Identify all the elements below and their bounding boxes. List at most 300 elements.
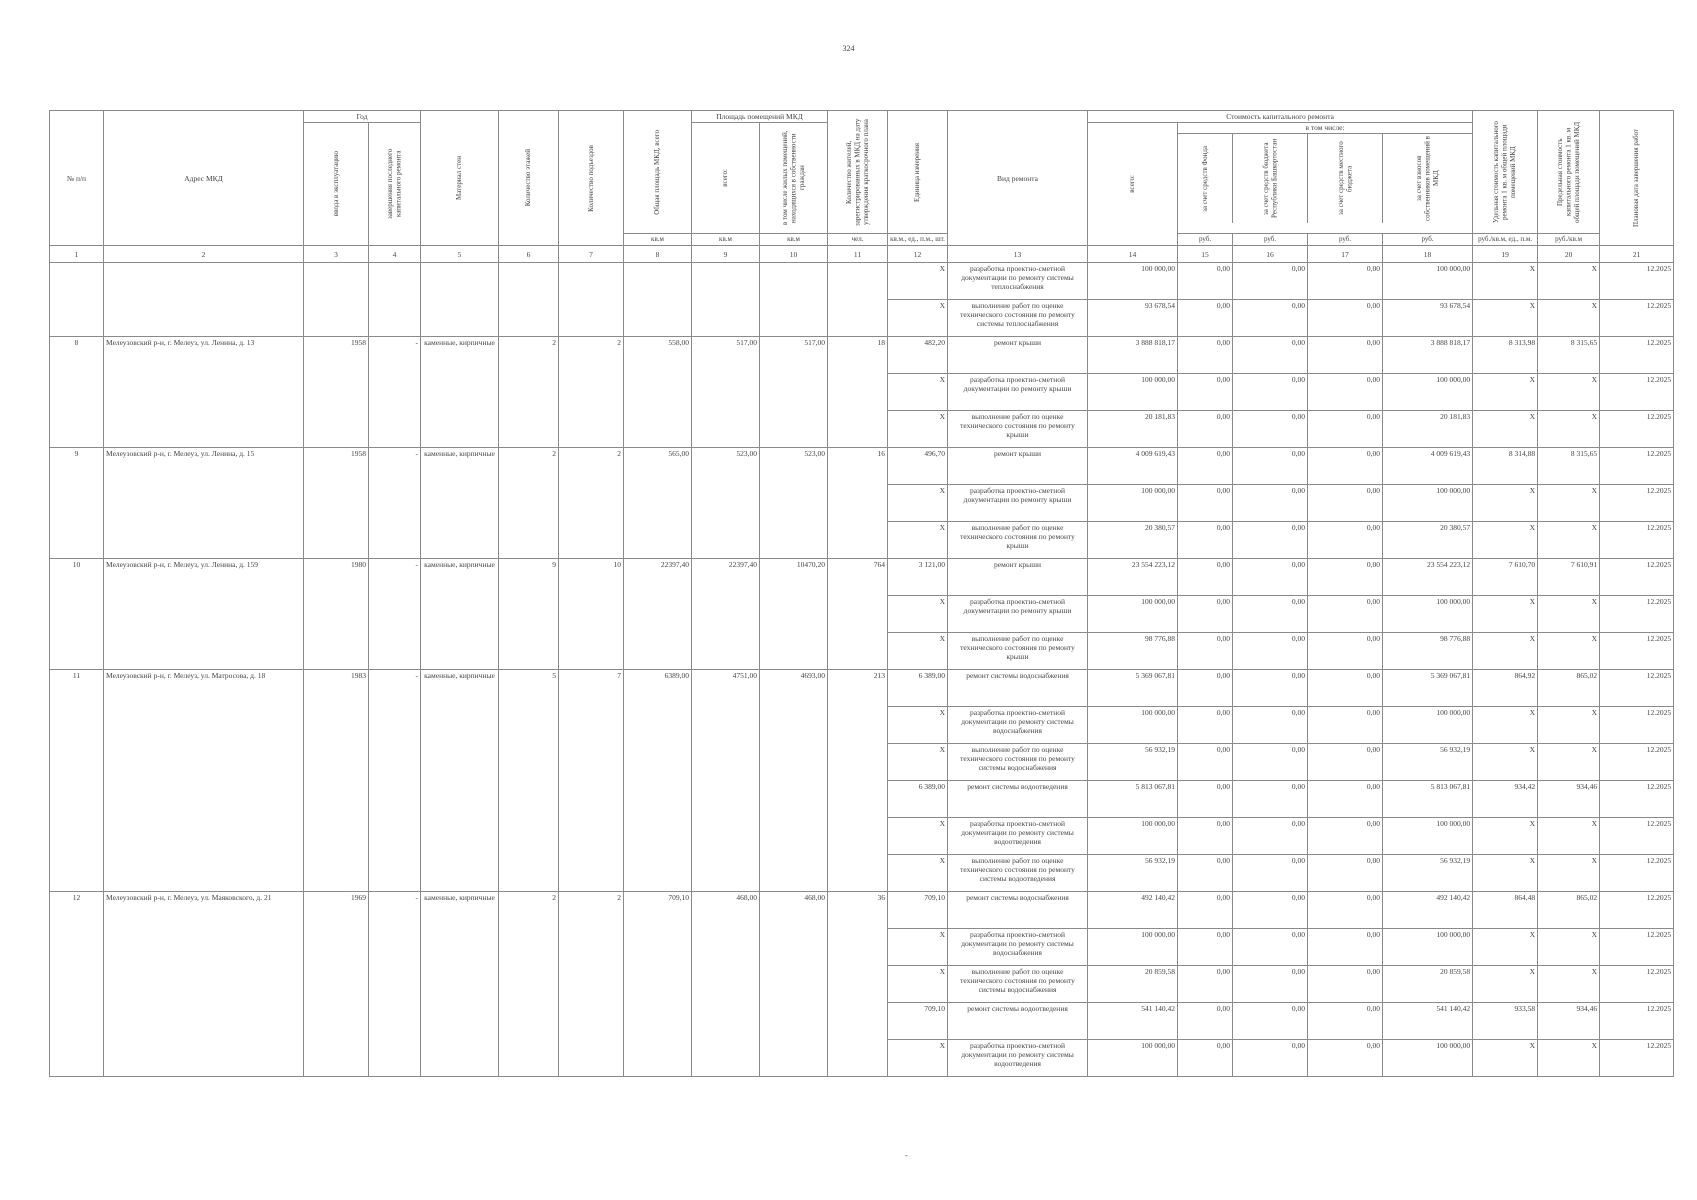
header-year-built: ввода в эксплуатацию: [304, 123, 369, 246]
planned-date: 12.2025: [1600, 337, 1674, 374]
year-built: [304, 263, 369, 337]
cost-local: 0,00: [1308, 374, 1383, 411]
column-number: 16: [1233, 246, 1308, 263]
entrances: 2: [559, 337, 624, 448]
specific-cost: X: [1473, 374, 1538, 411]
cost-total: 98 776,88: [1088, 633, 1178, 670]
max-cost: X: [1538, 485, 1600, 522]
page-number: 324: [842, 44, 855, 53]
unit-max-cost: руб./кв.м: [1538, 234, 1600, 246]
cost-republic: 0,00: [1233, 966, 1308, 1003]
cost-republic: 0,00: [1233, 707, 1308, 744]
cost-republic: 0,00: [1233, 1040, 1308, 1077]
cost-fund: 0,00: [1178, 374, 1233, 411]
header-year-group: Год: [304, 111, 421, 123]
cost-local: 0,00: [1308, 855, 1383, 892]
floors: [499, 263, 559, 337]
cost-local: 0,00: [1308, 929, 1383, 966]
cost-fund: 0,00: [1178, 855, 1233, 892]
cost-total: 5 369 067,81: [1088, 670, 1178, 707]
row-number: 11: [50, 670, 104, 892]
max-cost: X: [1538, 522, 1600, 559]
cost-owners: 492 140,42: [1383, 892, 1473, 929]
premises-residential: 523,00: [760, 448, 828, 559]
specific-cost: X: [1473, 707, 1538, 744]
planned-date: 12.2025: [1600, 818, 1674, 855]
total-area: 565,00: [624, 448, 692, 559]
header-cost-fund: за счет средств Фонда: [1178, 134, 1233, 223]
cost-total: 5 813 067,81: [1088, 781, 1178, 818]
unit-amount: X: [888, 855, 948, 892]
column-number: 8: [624, 246, 692, 263]
column-number: 15: [1178, 246, 1233, 263]
header-incl: в том числе:: [1178, 123, 1472, 134]
repair-type: разработка проектно-сметной документации по ремонту системы водоснабжения: [948, 929, 1088, 966]
premises-residential: 468,00: [760, 892, 828, 1077]
specific-cost: 7 610,70: [1473, 559, 1538, 596]
header-cost-total: всего:: [1088, 123, 1178, 246]
unit-amount: 6 389,00: [888, 781, 948, 818]
unit-cost-fund: руб.: [1178, 234, 1233, 246]
total-area: [624, 263, 692, 337]
wall-material: каменные, кирпичные: [421, 559, 499, 670]
total-area: 22397,40: [624, 559, 692, 670]
planned-date: 12.2025: [1600, 744, 1674, 781]
cost-owners: 98 776,88: [1383, 633, 1473, 670]
cost-owners: 541 140,42: [1383, 1003, 1473, 1040]
cost-total: 100 000,00: [1088, 1040, 1178, 1077]
floors: 2: [499, 337, 559, 448]
cost-local: 0,00: [1308, 670, 1383, 707]
specific-cost: X: [1473, 633, 1538, 670]
repair-type: выполнение работ по оценке технического состояния по ремонту системы теплоснабжения: [948, 300, 1088, 337]
column-number: 2: [104, 246, 304, 263]
unit-amount: X: [888, 633, 948, 670]
cost-local: 0,00: [1308, 818, 1383, 855]
planned-date: 12.2025: [1600, 263, 1674, 300]
premises-residential: 517,00: [760, 337, 828, 448]
repair-type: выполнение работ по оценке технического состояния по ремонту крыши: [948, 411, 1088, 448]
planned-date: 12.2025: [1600, 522, 1674, 559]
max-cost: X: [1538, 374, 1600, 411]
cost-local: 0,00: [1308, 411, 1383, 448]
unit-cost-owners: руб.: [1383, 234, 1473, 246]
unit-cost-republic: руб.: [1233, 234, 1308, 246]
max-cost: X: [1538, 1040, 1600, 1077]
cost-fund: 0,00: [1178, 448, 1233, 485]
table-row: [50, 263, 1674, 300]
cost-republic: 0,00: [1233, 485, 1308, 522]
house-address: Мелеузовский р-н, г. Мелеуз, ул. Ленина, д. 13: [104, 337, 304, 448]
cost-total: 100 000,00: [1088, 374, 1178, 411]
cost-owners: 100 000,00: [1383, 1040, 1473, 1077]
residents: 213: [828, 670, 888, 892]
repair-type: ремонт системы водоснабжения: [948, 670, 1088, 707]
column-number: 18: [1383, 246, 1473, 263]
floors: 2: [499, 448, 559, 559]
premises-total: [692, 263, 760, 337]
cost-republic: 0,00: [1233, 300, 1308, 337]
cost-fund: 0,00: [1178, 744, 1233, 781]
cost-fund: 0,00: [1178, 929, 1233, 966]
header-entrances: Количество подъездов: [559, 111, 624, 246]
cost-owners: 56 932,19: [1383, 855, 1473, 892]
planned-date: 12.2025: [1600, 485, 1674, 522]
cost-total: 100 000,00: [1088, 929, 1178, 966]
column-number: 20: [1538, 246, 1600, 263]
house-address: Мелеузовский р-н, г. Мелеуз, ул. Ленина, д. 159: [104, 559, 304, 670]
residents: 36: [828, 892, 888, 1077]
header-specific-cost: Удельная стоимость капитального ремонта 1 кв. м общей площади помещений МКД: [1473, 111, 1538, 234]
cost-republic: 0,00: [1233, 892, 1308, 929]
cost-local: 0,00: [1308, 966, 1383, 1003]
header-max-cost: Предельная стоимость капитального ремонта 1 кв. м общей площади помещений МКД: [1538, 111, 1600, 234]
column-number: 7: [559, 246, 624, 263]
planned-date: 12.2025: [1600, 966, 1674, 1003]
row-number: 8: [50, 337, 104, 448]
unit-amount: 6 389,00: [888, 670, 948, 707]
planned-date: 12.2025: [1600, 892, 1674, 929]
max-cost: X: [1538, 300, 1600, 337]
row-number: 9: [50, 448, 104, 559]
planned-date: 12.2025: [1600, 670, 1674, 707]
specific-cost: X: [1473, 929, 1538, 966]
cost-fund: 0,00: [1178, 300, 1233, 337]
planned-date: 12.2025: [1600, 855, 1674, 892]
header-year-last-repair: завершения последнего капитального ремонта: [369, 123, 421, 246]
cost-owners: 100 000,00: [1383, 707, 1473, 744]
year-last-repair: -: [369, 448, 421, 559]
unit-amount: 482,20: [888, 337, 948, 374]
cost-republic: 0,00: [1233, 448, 1308, 485]
repair-type: выполнение работ по оценке технического состояния по ремонту системы водоснабжения: [948, 744, 1088, 781]
cost-owners: 3 888 818,17: [1383, 337, 1473, 374]
unit-amount: 496,70: [888, 448, 948, 485]
cost-owners: 100 000,00: [1383, 818, 1473, 855]
unit-premises-residential: кв.м: [760, 234, 828, 246]
planned-date: 12.2025: [1600, 596, 1674, 633]
unit-measure: кв.м., ед., п.м., шт.: [888, 234, 948, 246]
max-cost: X: [1538, 966, 1600, 1003]
repair-type: ремонт системы водоснабжения: [948, 892, 1088, 929]
cost-owners: 5 369 067,81: [1383, 670, 1473, 707]
row-number: [50, 263, 104, 337]
cost-fund: 0,00: [1178, 411, 1233, 448]
cost-fund: 0,00: [1178, 559, 1233, 596]
cost-owners: 100 000,00: [1383, 929, 1473, 966]
column-number: 12: [888, 246, 948, 263]
column-number: 4: [369, 246, 421, 263]
unit-total-area: кв.м: [624, 234, 692, 246]
table-row: [50, 670, 1674, 707]
specific-cost: 934,42: [1473, 781, 1538, 818]
column-number: 17: [1308, 246, 1383, 263]
total-area: 709,10: [624, 892, 692, 1077]
cost-total: 3 888 818,17: [1088, 337, 1178, 374]
cost-total: 100 000,00: [1088, 818, 1178, 855]
column-number: 5: [421, 246, 499, 263]
cost-republic: 0,00: [1233, 929, 1308, 966]
max-cost: 934,46: [1538, 781, 1600, 818]
cost-total: 23 554 223,12: [1088, 559, 1178, 596]
floors: 9: [499, 559, 559, 670]
year-last-repair: -: [369, 337, 421, 448]
cost-owners: 100 000,00: [1383, 596, 1473, 633]
header-cost-breakdown: [1178, 123, 1473, 234]
specific-cost: X: [1473, 1040, 1538, 1077]
max-cost: X: [1538, 411, 1600, 448]
cost-fund: 0,00: [1178, 818, 1233, 855]
wall-material: каменные, кирпичные: [421, 892, 499, 1077]
column-number: 14: [1088, 246, 1178, 263]
repair-type: ремонт системы водоотведения: [948, 781, 1088, 818]
wall-material: каменные, кирпичные: [421, 448, 499, 559]
column-number: 9: [692, 246, 760, 263]
max-cost: 865,02: [1538, 670, 1600, 707]
cost-republic: 0,00: [1233, 744, 1308, 781]
wall-material: каменные, кирпичные: [421, 337, 499, 448]
cost-total: 20 380,57: [1088, 522, 1178, 559]
column-number: 21: [1600, 246, 1674, 263]
header-repair-type: Вид ремонта: [948, 111, 1088, 246]
column-number: 11: [828, 246, 888, 263]
cost-local: 0,00: [1308, 263, 1383, 300]
premises-residential: [760, 263, 828, 337]
cost-fund: 0,00: [1178, 522, 1233, 559]
cost-fund: 0,00: [1178, 707, 1233, 744]
repair-type: ремонт крыши: [948, 448, 1088, 485]
unit-amount: 709,10: [888, 1003, 948, 1040]
premises-total: 523,00: [692, 448, 760, 559]
header-cost-republic: за счет средств бюджета Республики Башкортостан: [1233, 134, 1308, 223]
column-number: 10: [760, 246, 828, 263]
wall-material: [421, 263, 499, 337]
house-address: Мелеузовский р-н, г. Мелеуз, ул. Ленина, д. 15: [104, 448, 304, 559]
year-last-repair: -: [369, 670, 421, 892]
cost-republic: 0,00: [1233, 855, 1308, 892]
header-address: Адрес МКД: [104, 111, 304, 246]
entrances: 10: [559, 559, 624, 670]
planned-date: 12.2025: [1600, 448, 1674, 485]
cost-total: 20 859,58: [1088, 966, 1178, 1003]
planned-date: 12.2025: [1600, 1040, 1674, 1077]
cost-owners: 100 000,00: [1383, 263, 1473, 300]
cost-fund: 0,00: [1178, 892, 1233, 929]
unit-amount: 709,10: [888, 892, 948, 929]
header-unit-measure: Единица измерения: [888, 111, 948, 234]
specific-cost: X: [1473, 411, 1538, 448]
year-built: 1969: [304, 892, 369, 1077]
cost-owners: 20 380,57: [1383, 522, 1473, 559]
cost-republic: 0,00: [1233, 522, 1308, 559]
cost-republic: 0,00: [1233, 596, 1308, 633]
house-address: Мелеузовский р-н, г. Мелеуз, ул. Маяковского, д. 21: [104, 892, 304, 1077]
entrances: 2: [559, 892, 624, 1077]
planned-date: 12.2025: [1600, 929, 1674, 966]
year-built: 1958: [304, 337, 369, 448]
cost-local: 0,00: [1308, 559, 1383, 596]
unit-residents: чел.: [828, 234, 888, 246]
cost-total: 20 181,83: [1088, 411, 1178, 448]
row-number: 12: [50, 892, 104, 1077]
max-cost: 8 315,65: [1538, 337, 1600, 374]
planned-date: 12.2025: [1600, 1003, 1674, 1040]
cost-fund: 0,00: [1178, 966, 1233, 1003]
specific-cost: X: [1473, 966, 1538, 1003]
residents: 18: [828, 337, 888, 448]
cost-total: 100 000,00: [1088, 707, 1178, 744]
cost-owners: 93 678,54: [1383, 300, 1473, 337]
row-number: 10: [50, 559, 104, 670]
table-row: [50, 448, 1674, 485]
house-address: Мелеузовский р-н, г. Мелеуз, ул. Матросова, д. 18: [104, 670, 304, 892]
specific-cost: 864,92: [1473, 670, 1538, 707]
cost-owners: 5 813 067,81: [1383, 781, 1473, 818]
entrances: 2: [559, 448, 624, 559]
cost-fund: 0,00: [1178, 263, 1233, 300]
cost-republic: 0,00: [1233, 781, 1308, 818]
cost-fund: 0,00: [1178, 670, 1233, 707]
premises-total: 4751,00: [692, 670, 760, 892]
unit-amount: X: [888, 263, 948, 300]
unit-amount: X: [888, 818, 948, 855]
specific-cost: 933,58: [1473, 1003, 1538, 1040]
repair-type: ремонт системы водоотведения: [948, 1003, 1088, 1040]
specific-cost: X: [1473, 744, 1538, 781]
specific-cost: X: [1473, 485, 1538, 522]
entrances: [559, 263, 624, 337]
repair-type: разработка проектно-сметной документации по ремонту крыши: [948, 374, 1088, 411]
max-cost: X: [1538, 929, 1600, 966]
cost-local: 0,00: [1308, 781, 1383, 818]
unit-amount: X: [888, 596, 948, 633]
header-premises-group: Площадь помещений МКД: [692, 111, 828, 123]
floors: 2: [499, 892, 559, 1077]
year-built: 1983: [304, 670, 369, 892]
header-wall-material: Материал стен: [421, 111, 499, 246]
repair-type: разработка проектно-сметной документации по ремонту системы водоснабжения: [948, 707, 1088, 744]
table-row: [50, 337, 1674, 374]
max-cost: X: [1538, 744, 1600, 781]
unit-amount: X: [888, 522, 948, 559]
repair-type: разработка проектно-сметной документации по ремонту крыши: [948, 485, 1088, 522]
year-last-repair: -: [369, 892, 421, 1077]
cost-republic: 0,00: [1233, 1003, 1308, 1040]
unit-amount: X: [888, 744, 948, 781]
cost-total: 541 140,42: [1088, 1003, 1178, 1040]
total-area: 558,00: [624, 337, 692, 448]
header-num: № п/п: [50, 111, 104, 246]
planned-date: 12.2025: [1600, 300, 1674, 337]
cost-owners: 23 554 223,12: [1383, 559, 1473, 596]
cost-total: 100 000,00: [1088, 596, 1178, 633]
cost-local: 0,00: [1308, 1003, 1383, 1040]
premises-total: 468,00: [692, 892, 760, 1077]
cost-republic: 0,00: [1233, 633, 1308, 670]
cost-local: 0,00: [1308, 300, 1383, 337]
column-number: 3: [304, 246, 369, 263]
unit-amount: X: [888, 1040, 948, 1077]
cost-total: 4 009 619,43: [1088, 448, 1178, 485]
cost-total: 93 678,54: [1088, 300, 1178, 337]
unit-amount: X: [888, 485, 948, 522]
max-cost: 7 610,91: [1538, 559, 1600, 596]
planned-date: 12.2025: [1600, 707, 1674, 744]
cost-local: 0,00: [1308, 485, 1383, 522]
cost-republic: 0,00: [1233, 374, 1308, 411]
repair-plan-table-wrapper: [49, 110, 1673, 1077]
cost-total: 492 140,42: [1088, 892, 1178, 929]
specific-cost: 8 313,98: [1473, 337, 1538, 374]
max-cost: 865,02: [1538, 892, 1600, 929]
repair-type: разработка проектно-сметной документации по ремонту системы теплоснабжения: [948, 263, 1088, 300]
cost-total: 100 000,00: [1088, 263, 1178, 300]
cost-local: 0,00: [1308, 633, 1383, 670]
header-planned-date: Плановая дата завершения работ: [1600, 111, 1674, 246]
wall-material: каменные, кирпичные: [421, 670, 499, 892]
cost-republic: 0,00: [1233, 411, 1308, 448]
cost-republic: 0,00: [1233, 670, 1308, 707]
premises-residential: 10470,20: [760, 559, 828, 670]
repair-type: выполнение работ по оценке технического состояния по ремонту системы водоснабжения: [948, 966, 1088, 1003]
repair-type: выполнение работ по оценке технического состояния по ремонту крыши: [948, 522, 1088, 559]
year-last-repair: [369, 263, 421, 337]
column-numbers-row: [50, 246, 1674, 263]
header-premises-residential: в том числе жилых помещений, находящихся в собственности граждан: [760, 123, 828, 234]
max-cost: X: [1538, 596, 1600, 633]
unit-amount: X: [888, 966, 948, 1003]
premises-residential: 4693,00: [760, 670, 828, 892]
max-cost: X: [1538, 263, 1600, 300]
unit-cost-local: руб.: [1308, 234, 1383, 246]
repair-type: ремонт крыши: [948, 559, 1088, 596]
specific-cost: X: [1473, 596, 1538, 633]
cost-fund: 0,00: [1178, 633, 1233, 670]
premises-total: 517,00: [692, 337, 760, 448]
cost-total: 100 000,00: [1088, 485, 1178, 522]
repair-type: ремонт крыши: [948, 337, 1088, 374]
cost-local: 0,00: [1308, 1040, 1383, 1077]
specific-cost: X: [1473, 855, 1538, 892]
specific-cost: X: [1473, 818, 1538, 855]
cost-local: 0,00: [1308, 596, 1383, 633]
residents: [828, 263, 888, 337]
table-row: [50, 892, 1674, 929]
cost-fund: 0,00: [1178, 485, 1233, 522]
unit-specific-cost: руб./кв.м, ед., п.м.: [1473, 234, 1538, 246]
planned-date: 12.2025: [1600, 374, 1674, 411]
planned-date: 12.2025: [1600, 781, 1674, 818]
cost-owners: 4 009 619,43: [1383, 448, 1473, 485]
header-cost-group: Стоимость капитального ремонта: [1088, 111, 1473, 123]
residents: 16: [828, 448, 888, 559]
header-cost-local: за счет средств местного бюджета: [1308, 134, 1383, 223]
cost-republic: 0,00: [1233, 559, 1308, 596]
cost-local: 0,00: [1308, 892, 1383, 929]
max-cost: X: [1538, 633, 1600, 670]
header-cost-owners: за счет взносов собственников помещений в МКД: [1415, 136, 1440, 221]
table-header: [50, 111, 1674, 263]
header-residents: Количество жителей, зарегистрированных в МКД на дату утверждения краткосрочного плана: [828, 111, 888, 234]
specific-cost: X: [1473, 263, 1538, 300]
column-number: 1: [50, 246, 104, 263]
repair-type: выполнение работ по оценке технического состояния по ремонту крыши: [948, 633, 1088, 670]
year-built: 1958: [304, 448, 369, 559]
cost-fund: 0,00: [1178, 1003, 1233, 1040]
cost-republic: 0,00: [1233, 818, 1308, 855]
max-cost: X: [1538, 707, 1600, 744]
cost-fund: 0,00: [1178, 1040, 1233, 1077]
